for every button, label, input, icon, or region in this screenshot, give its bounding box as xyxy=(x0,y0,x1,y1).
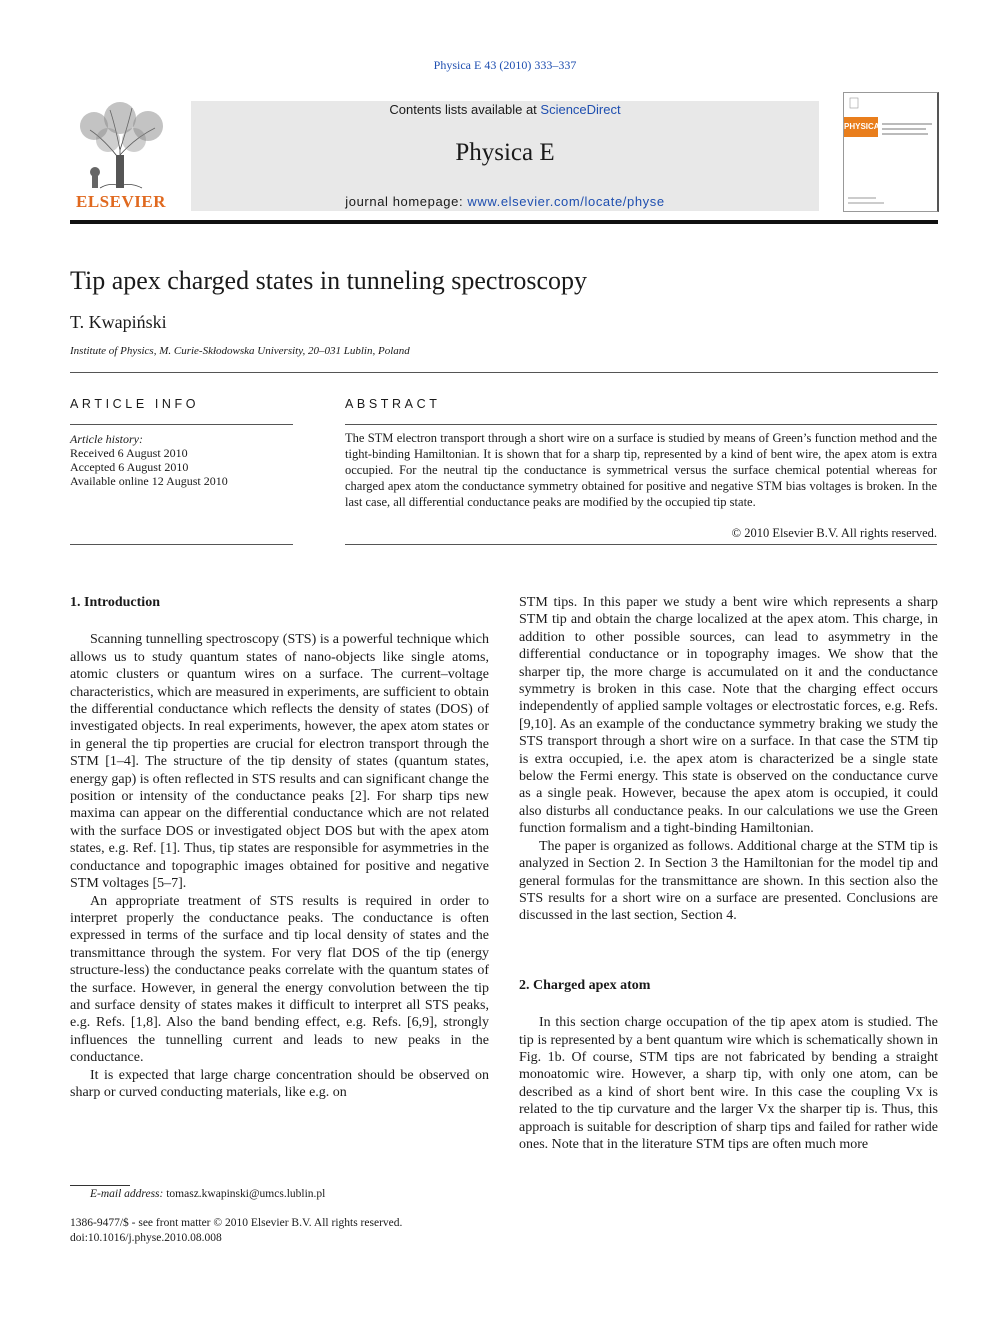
article-info-rule-bottom xyxy=(70,544,293,545)
header-rule xyxy=(70,220,938,224)
title-rule xyxy=(70,372,938,373)
article-title: Tip apex charged states in tunneling spectroscopy xyxy=(70,266,588,295)
homepage-link[interactable]: www.elsevier.com/locate/physe xyxy=(467,194,665,209)
body-column-right xyxy=(519,594,938,1153)
abstract-rule-top xyxy=(345,424,937,425)
author-name: T. Kwapiński xyxy=(70,312,167,332)
elsevier-wordmark: ELSEVIER xyxy=(76,192,166,211)
section-2-paragraph-1: In this section charge occupation of the tip apex atom is studied. The tip is represented by a bent quantum wire which is schematically shown in Fig. 1b. Of course, STM tips are not fabricated by bending a straight monoatomic wire. However, a sharp tip, with only one atom, can be described as a kind of short bent wire. In this case the coupling Vx is related to the tip curvature and the larger Vx the sharper tip is. Thus, this approach is suitable for description of sharp tips and failed for rather wide ones. Note that in the literature STM tips are often much more xyxy=(519,1015,938,1152)
intro-paragraph-4: The paper is organized as follows. Additional charge at the STM tip is analyzed in Section 2. In Section 3 the Hamiltonian for the model tip and general formulas for the transmittance are shown. In this section also the STS results for a short wire on a surface are presented. Conclusions are discussed in the last section, Section 4. xyxy=(519,838,938,924)
journal-citation[interactable] xyxy=(0,58,992,73)
online-date: Available online 12 August 2010 xyxy=(70,474,228,488)
article-info-rule-top xyxy=(70,424,293,425)
journal-masthead xyxy=(191,101,819,211)
section-1-heading: 1. Introduction xyxy=(70,595,160,610)
cover-art-icon xyxy=(844,93,937,211)
intro-paragraph-2: An appropriate treatment of STS results is required in order to interpret properly the conductance peaks. The conductance is often expressed in terms of the surface and tip local density of states and the transmittance through the system. For very flat DOS of the tip (energy structure-less) the conductance peaks correlate with the quantum states of the surface. However, in general the energy convolution between the tip and surface density of states makes it difficult to interpret all STS peaks, e.g. Refs. [1,8]. Also the band bending effect, e.g. Refs. [6,9], strongly influences the tunnelling current and leads to new peaks in the conductance. xyxy=(70,893,489,1066)
front-matter xyxy=(70,1216,402,1245)
article-info-heading: ARTICLE INFO xyxy=(70,397,200,411)
contents-line: Contents lists available at ScienceDirect xyxy=(389,102,621,117)
intro-paragraph-3-continued: STM tips. In this paper we study a bent wire which represents a sharp STM tip and obtain the charge localized at the apex atom. This charge, in addition to other possible sources, can lead to asymmetry in the differential conductance or in topography images. We show that the sharper tip, the more charge is accumulated on it and the conductance symmetry is broken in this case. Note that the charging effect occurs independently of applied sample voltages or electrostatic forces, e.g. Refs. [9,10]. As an example of the conductance symmetry braking we study the STS transport through a short wire on a surface. In that case the STM tip is extra occupied, i.e. the apex atom is characterized be a single state below the Fermi energy. This state is observed on the conductance curve as a single peak. However, because the apex atom is occupied, it could also disturbs all conductance peaks. In our calculations we use the Green function formalism and a tight-binding Hamiltonian. xyxy=(519,595,938,837)
history-label: Article history: xyxy=(70,432,143,446)
abstract-heading: ABSTRACT xyxy=(345,397,441,411)
body-column-left xyxy=(70,594,489,1101)
issn-line: 1386-9477/$ - see front matter © 2010 Elsevier B.V. All rights reserved. xyxy=(70,1217,403,1229)
email-footnote: E-mail address: tomasz.kwapinski@umcs.lublin.pl xyxy=(90,1188,326,1200)
accepted-date: Accepted 6 August 2010 xyxy=(70,460,189,474)
doi-line[interactable]: doi:10.1016/j.physe.2010.08.008 xyxy=(70,1231,222,1244)
sciencedirect-link[interactable]: ScienceDirect xyxy=(540,102,621,117)
intro-paragraph-1: Scanning tunnelling spectroscopy (STS) is a powerful technique which allows us to study quantum states of nano-objects like single atoms, atomic clusters or quantum wires on a surface. The current–voltage characteristics, which are measured in experiments, are sufficient to obtain the differential conductance which reflects the density of states (DOS) of investigated objects. In real experiments, however, the apex atom states or in general the tip properties are crucial for electron transport through the STM [1–4]. The structure of the tip density of states (quantum states, energy gap) is often reflected in STS results and can significant change the position or intensity of the conductance peaks [2]. For sharp tips new maxima can appear on the differential conductance which are not related with the surface DOS or investigated object DOS but with the apex atom states, e.g. Ref. [1]. Thus, tip states are responsible for asymmetries in the conductance and topographic images obtained for positive and negative STM voltages [5–7]. xyxy=(70,632,489,892)
section-2-heading: 2. Charged apex atom xyxy=(519,977,651,993)
abstract-rule-bottom xyxy=(345,544,937,545)
intro-paragraph-3: It is expected that large charge concentration should be observed on sharp or curved conducting materials, like e.g. on xyxy=(70,1067,489,1100)
elsevier-logo xyxy=(70,100,172,212)
citation-link[interactable]: Physica E 43 (2010) 333–337 xyxy=(433,58,577,72)
abstract-text: The STM electron transport through a short wire on a surface is studied by means of Green’s function method and the tight-binding Hamiltonian. It is shown that for a sharp tip, represented by a kind of bent wire, the apex atom is extra occupied. For the neutral tip the conductance is symmetrical versus the surface chemical potential whereas for charged apex atom the conductance symmetry obtained for positive and negative STM bias voltages is broken. In the last case, all differential conductance peaks are modified by the occupied tip state. xyxy=(345,431,937,509)
article-history xyxy=(70,432,228,488)
journal-title: Physica E xyxy=(455,139,555,166)
footnote-rule xyxy=(70,1185,130,1186)
cover-title-band: PHYSICA xyxy=(844,117,878,137)
abstract-copyright: © 2010 Elsevier B.V. All rights reserved. xyxy=(731,526,937,540)
journal-cover xyxy=(843,92,939,212)
author-affiliation: Institute of Physics, M. Curie-Skłodowska University, 20–031 Lublin, Poland xyxy=(70,345,410,357)
author-email[interactable]: tomasz.kwapinski@umcs.lublin.pl xyxy=(166,1188,326,1200)
tree-icon xyxy=(70,100,172,192)
received-date: Received 6 August 2010 xyxy=(70,446,188,460)
homepage-line: journal homepage: www.elsevier.com/locate/physe xyxy=(345,194,665,209)
